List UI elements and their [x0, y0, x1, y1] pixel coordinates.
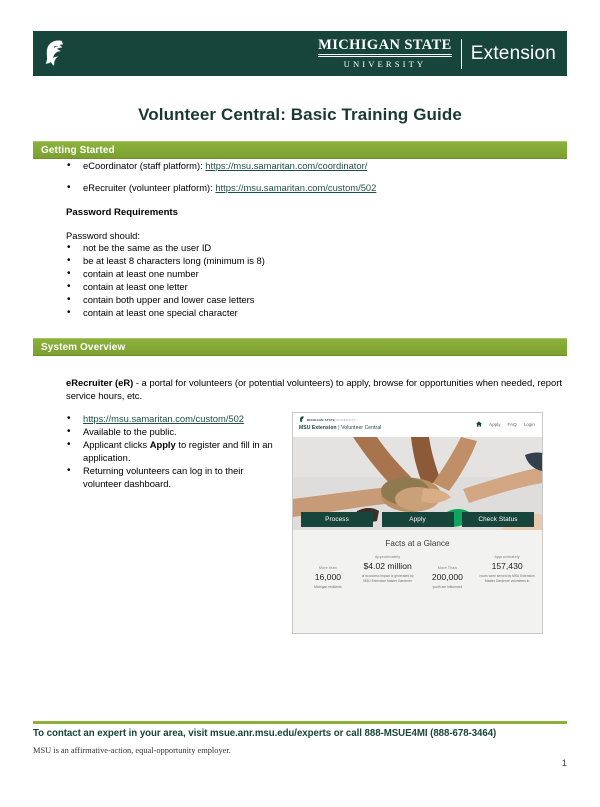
list-item: • contain at least one special character [67, 306, 567, 319]
wordmark-michigan-state: MICHIGAN STATE [318, 36, 452, 53]
site-hero-photo [293, 437, 542, 530]
fact-lead: Approximately [494, 555, 520, 559]
fact-lead: Approximately [374, 555, 401, 559]
fact-value: 157,430 [491, 561, 523, 571]
site-action-buttons [293, 512, 542, 530]
platform-label: eCoordinator (staff platform): [83, 160, 206, 171]
site-nav-login[interactable]: Login [523, 421, 535, 427]
erecruiter-link[interactable]: https://msu.samaritan.com/custom/502 [215, 182, 377, 193]
fact-value: 200,000 [431, 572, 463, 582]
apply-button[interactable]: Apply [382, 512, 454, 527]
spartan-helmet-icon [299, 416, 305, 423]
fact-item [418, 555, 478, 590]
spartan-helmet-icon [42, 39, 68, 69]
fact-value: 16,000 [314, 572, 342, 582]
list-item: • Returning volunteers can log in to their volunteer dashboard. [67, 464, 283, 490]
bullet-text-post: to register and fill in an application. [83, 439, 273, 463]
wordmark-extension: Extension [470, 42, 556, 64]
list-item [67, 181, 567, 194]
process-button[interactable]: Process [301, 512, 373, 527]
list-item: • not be the same as the user ID [67, 241, 567, 254]
bullet-text-pre: Applicant clicks [83, 439, 150, 450]
home-icon[interactable] [476, 421, 482, 427]
password-intro-text: Password should: [66, 230, 140, 241]
fact-value: $4.02 million [363, 561, 412, 571]
list-item: • contain at least one letter [67, 280, 567, 293]
facts-at-a-glance-panel [293, 530, 542, 634]
footer-disclaimer: MSU is an affirmative-action, equal-opportunity employer. [33, 746, 231, 755]
site-unit-title [299, 425, 381, 431]
site-nav-links [476, 421, 535, 427]
list-item [67, 159, 567, 172]
erecruiter-site-screenshot [292, 412, 543, 634]
site-msu-wordmark: MICHIGAN STATE UNIVERSITY [307, 417, 356, 422]
erecruiter-description [66, 376, 571, 402]
msu-extension-wordmark [318, 38, 556, 70]
overview-columns [33, 412, 567, 634]
section-header-getting-started [33, 141, 567, 159]
list-item: • contain at least one number [67, 267, 567, 280]
fact-item [358, 555, 418, 590]
document-page [0, 31, 600, 807]
list-item: • Available to the public. [67, 425, 283, 438]
footer-contact-text: To contact an expert in your area, visit msue.anr.msu.edu/experts or call 888-MSUE4MI (888-678-3464) [33, 728, 497, 739]
page-number: 1 [561, 757, 567, 768]
facts-panel-title: Facts at a Glance [385, 539, 450, 548]
site-brand [299, 416, 381, 431]
fact-lead: More Than [437, 566, 457, 570]
site-nav-apply[interactable]: Apply [489, 421, 501, 427]
password-requirements-heading: Password Requirements [66, 207, 178, 218]
masthead-banner [33, 31, 567, 76]
check-status-button[interactable]: Check Status [462, 512, 534, 527]
list-item: • be at least 8 characters long (minimum is 8) [67, 254, 567, 267]
erecruiter-feature-list [33, 412, 283, 490]
wordmark-divider [461, 39, 462, 69]
site-nav-bar [293, 413, 542, 437]
ecoordinator-link[interactable]: https://msu.samaritan.com/coordinator/ [205, 160, 368, 171]
fact-item [477, 555, 537, 590]
fact-lead: More than [318, 566, 337, 570]
footer-divider [33, 721, 567, 724]
overview-bullets-column [33, 412, 283, 634]
fact-caption: of economic impact is generated by MSU Extension Master Gardener [361, 574, 414, 583]
list-item: • contain both upper and lower case letters [67, 293, 567, 306]
page-title: Volunteer Central: Basic Training Guide [138, 105, 462, 124]
fact-caption: Michigan residents [314, 585, 342, 589]
facts-row [293, 555, 542, 590]
fact-caption: youth are influenced [432, 585, 463, 589]
section-header-label: System Overview [41, 341, 126, 353]
fact-item [298, 555, 358, 590]
platform-label: eRecruiter (volunteer platform): [83, 182, 216, 193]
list-item [67, 438, 283, 464]
fact-caption: hours were served by MSU Extension Master Gardener volunteers in [479, 574, 535, 583]
site-unit-bold: MSU Extension [299, 424, 337, 431]
password-rules-list [33, 241, 567, 319]
list-item [67, 412, 283, 425]
wordmark-university: UNIVERSITY [318, 56, 452, 70]
erecruiter-definition: - a portal for volunteers (or potential volunteers) to apply, browse for opportunities when needed, report service hours, etc. [66, 377, 562, 401]
site-unit-rest: | Volunteer Central [336, 424, 382, 431]
apply-emphasis: Apply [149, 439, 176, 450]
section-header-label: Getting Started [41, 144, 115, 156]
site-nav-faq[interactable]: FAQ [507, 421, 517, 427]
erecruiter-url-link[interactable]: https://msu.samaritan.com/custom/502 [83, 413, 245, 424]
section-header-system-overview [33, 338, 567, 356]
getting-started-list [33, 159, 567, 194]
site-brand-msu [299, 416, 381, 423]
erecruiter-term: eRecruiter (eR) [66, 377, 134, 388]
